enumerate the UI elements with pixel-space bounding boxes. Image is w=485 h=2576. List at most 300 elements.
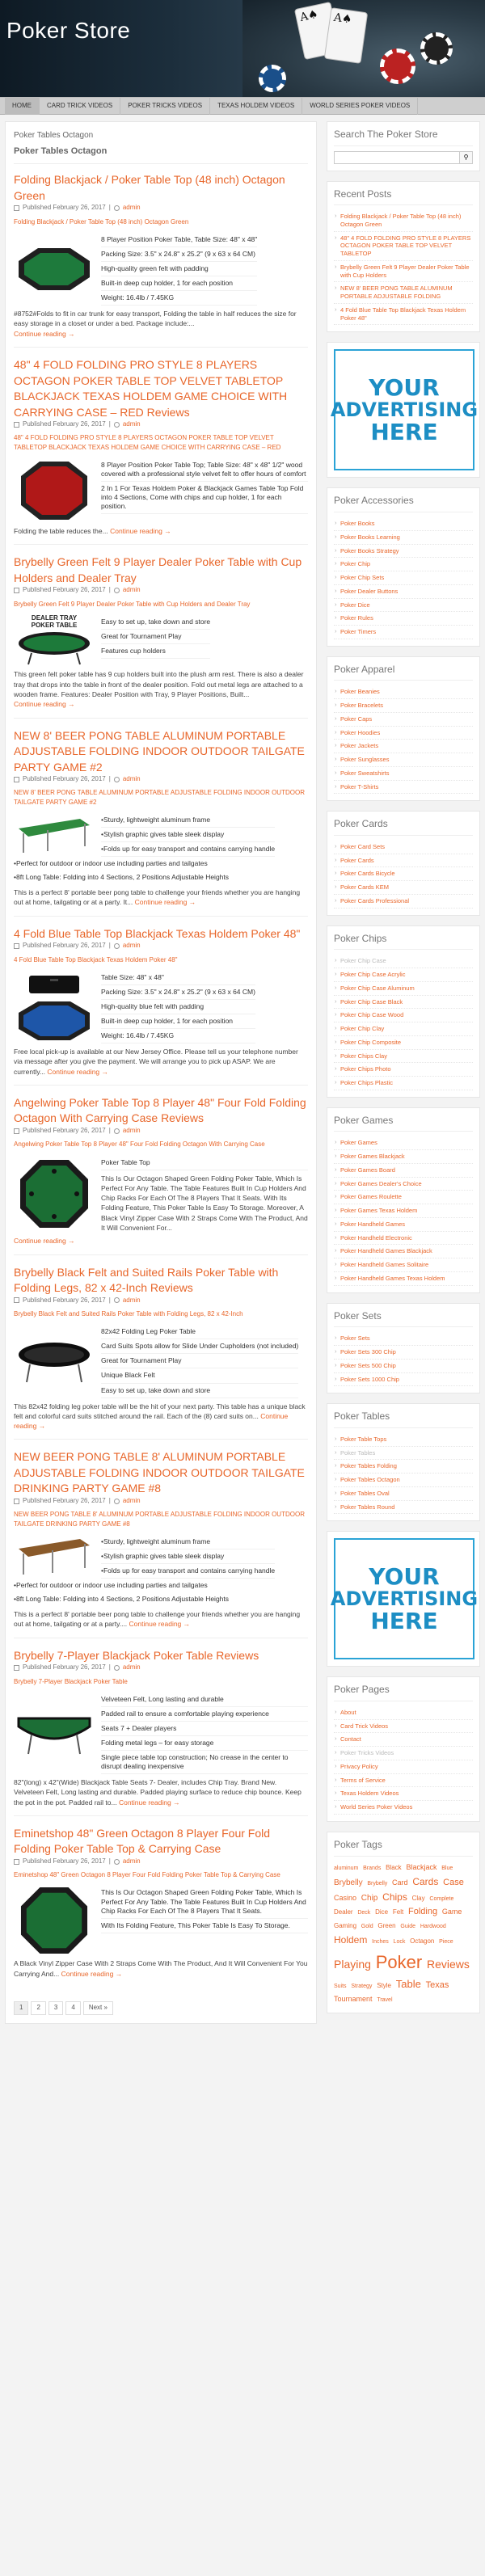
category-widget — [327, 656, 480, 802]
product-link[interactable]: NEW 8' BEER PONG TABLE ALUMINUM PORTABLE ADJUSTABLE FOLDING INDOOR OUTDOOR TAILGATE PARTY GAME #2 — [14, 789, 305, 806]
tag-link[interactable]: Clay — [411, 1895, 425, 1903]
category-link[interactable]: Poker Chip Case Black — [340, 997, 403, 1006]
feature-item: •Stylish graphic gives table sleek display — [101, 1549, 275, 1564]
product-image[interactable] — [14, 1693, 95, 1774]
recent-post-link[interactable]: NEW 8' BEER PONG TABLE ALUMINUM PORTABLE ADJUSTABLE FOLDING — [340, 285, 453, 301]
product-image[interactable] — [14, 458, 95, 523]
post-author-link[interactable]: admin — [122, 1857, 141, 1865]
continue-reading-link[interactable]: Continue reading → — [110, 526, 171, 535]
widget-title: Poker Chips — [334, 933, 473, 951]
feature-item: Folding metal legs – for easy storage — [101, 1736, 308, 1751]
category-link[interactable]: Poker Cards — [340, 856, 374, 864]
category-link[interactable]: Poker Chip — [340, 560, 371, 568]
category-link[interactable]: Poker Chips Plastic — [340, 1079, 394, 1087]
post-excerpt: This 82x42 folding leg poker table will be the hit of your next party. This table has a unique black felt and colorful card suits stitched around the rail. Each of the (8) card suits on... — [14, 1402, 306, 1420]
post-title-link[interactable]: NEW BEER PONG TABLE 8' ALUMINUM PORTABLE ADJUSTABLE FOLDING INDOOR OUTDOOR TAILGATE DRINKING PARTY GAME #8 — [14, 1450, 305, 1495]
user-icon — [114, 1297, 120, 1303]
tag-link[interactable]: Deck — [357, 1910, 371, 1916]
post-author-link[interactable]: admin — [122, 586, 141, 594]
page-nav-link[interactable]: Poker Tricks Videos — [340, 1749, 394, 1757]
calendar-icon — [14, 422, 19, 428]
post-author-link[interactable]: admin — [122, 204, 141, 212]
post: Eminetshop 48" Green Octagon 8 Player Four Fold Folding Poker Table Top & Carrying Case Published February 26, 2017 | admin Eminetshop 48" Green Octagon 8 Player Four Fold Folding Poker Table Top & Carrying Case This Is Our Octagon Shaped Green Folding Poker Table, Which Is Perfect For Any Table. The Table Features Built In Cup Holders And Chip Racks For Each Of The 8 Players That It Seats. With Its Folding Feature, This Poker Table Is Easy To Storage. A Black Vinyl Zipper Case With 2 Straps Come With The Product, And It Will Convenient For You Carrying And... Continue reading → — [14, 1826, 308, 1978]
category-link[interactable]: Poker Games Blackjack — [340, 1153, 405, 1161]
recent-post-link[interactable]: 4 Fold Blue Table Top Blackjack Texas Holdem Poker 48" — [340, 306, 466, 322]
widget-title: Poker Games — [334, 1115, 473, 1132]
feature-item: Table Size: 48" x 48" — [101, 971, 255, 985]
tag-link[interactable]: Texas — [425, 1980, 449, 1991]
feature-item: •Folds up for easy transport and contains carrying handle — [101, 1564, 275, 1579]
post-date: Published February 26, 2017 — [23, 1296, 106, 1304]
tag-link[interactable]: Game — [441, 1908, 462, 1916]
tag-link[interactable]: Brybelly — [334, 1878, 363, 1887]
feature-item: Built-in deep cup holder, 1 for each position — [101, 276, 257, 291]
tag-link[interactable]: Dice — [375, 1908, 389, 1916]
calendar-icon — [14, 777, 19, 782]
page-nav-link[interactable]: Texas Holdem Videos — [340, 1790, 399, 1798]
feature-item: Card Suits Spots allow for Slide Under Cupholders (not included) — [101, 1339, 298, 1354]
category-link[interactable]: Poker Cards Professional — [340, 896, 410, 904]
category-link[interactable]: Poker Chips Photo — [340, 1065, 391, 1073]
feature-item: Built-in deep cup holder, 1 for each position — [101, 1014, 255, 1029]
category-link[interactable]: Poker Chip Composite — [340, 1038, 402, 1046]
category-widget — [327, 1403, 480, 1521]
category-link[interactable]: Poker Cards KEM — [340, 883, 390, 892]
category-link[interactable]: Poker Games — [340, 1139, 377, 1147]
category-link[interactable]: Poker Chip Case Wood — [340, 1011, 404, 1019]
category-link[interactable]: Poker Sets 500 Chip — [340, 1361, 396, 1369]
category-link[interactable]: Poker Dealer Buttons — [340, 587, 399, 595]
product-link[interactable]: Brybelly Black Felt and Suited Rails Poker Table with Folding Legs, 82 x 42-Inch — [14, 1310, 243, 1318]
site-title[interactable]: Poker Store — [6, 18, 131, 43]
page-nav-link[interactable]: Terms of Service — [340, 1776, 386, 1784]
post-author-link[interactable]: admin — [122, 942, 141, 950]
calendar-icon — [14, 1128, 19, 1134]
post: Brybelly Green Felt 9 Player Dealer Poker Table with Cup Holders and Dealer Tray Published February 26, 2017 | admin Brybelly Green Felt 9 Player Dealer Poker Table with Cup Holders and Dealer Tray DEALER TRAY POKER TABLE Easy to set up, take down and store Great for Tournament Play Features cup holders This green felt poker table has 9 cup holders built into the plush arm rest. There is also a dealer tray that drops into the table in front of the dealer position. Fold out metal legs are attached to a wooden frame. Features: Dealer Position with Tray, 9 Player Positions, Built... Continue reading → — [14, 554, 308, 718]
post: Angelwing Poker Table Top 8 Player 48" Four Fold Folding Octagon With Carrying Case Reviews Published February 26, 2017 | admin Angelwing Poker Table Top 8 Player 48" Four Fold Folding Octagon With Carrying Case Poker Table Top This Is Our Octagon Shaped Green Folding Poker Table, Which Is Perfect For Any Table. The Table Features Built In Cup Holders And Chip Racks For Each Of The 8 Players That It Seats. With Its Folding Feature, This Poker Table Is Easy To Storage. Moreover, A Black Vinyl Zipper Case With 2 Straps Come With The Product, And It Will Convenient For... Continue reading → — [14, 1095, 308, 1255]
post-excerpt: This is a perfect 8' portable beer pong table to challenge your friends whether you are hanging out at home, tailgating or at a party.... — [14, 1609, 301, 1629]
product-link[interactable]: Brybelly 7-Player Blackjack Poker Table — [14, 1677, 128, 1685]
category-link[interactable]: Poker Dice — [340, 601, 370, 609]
page-nav-link[interactable]: Contact — [340, 1735, 361, 1743]
tag-link[interactable]: Felt — [392, 1908, 404, 1916]
category-link[interactable]: Poker Caps — [340, 715, 373, 723]
product-image[interactable] — [14, 233, 95, 306]
feature-item: With Its Folding Feature, This Poker Table Is Easy To Storage. — [101, 1919, 308, 1933]
post-author-link[interactable]: admin — [122, 775, 141, 783]
search-button[interactable] — [460, 151, 473, 164]
post-title-link[interactable]: Folding Blackjack / Poker Table Top (48 inch) Octagon Green — [14, 173, 285, 202]
post-title-link[interactable]: Eminetshop 48" Green Octagon 8 Player Four Fold Folding Poker Table Top & Carrying Case — [14, 1826, 271, 1856]
widget-title: Recent Posts — [334, 188, 473, 206]
tag-link[interactable]: Style — [377, 1982, 391, 1990]
category-link[interactable]: Poker Jackets — [340, 742, 379, 750]
category-link[interactable]: Poker Bracelets — [340, 702, 383, 710]
feature-item: High-quality blue felt with padding — [101, 1000, 255, 1014]
tag-link[interactable]: Dealer — [334, 1908, 353, 1916]
category-link[interactable]: Poker Sets — [340, 1334, 370, 1343]
page-nav-link[interactable]: World Series Poker Videos — [340, 1803, 413, 1811]
post-excerpt: #8752#Folds to fit in car trunk for easy transport, Folding the table in half reduces the size for easy storage in a closet or under a bed. Package include:... — [14, 310, 297, 328]
category-link[interactable]: Poker Tables — [340, 1448, 376, 1457]
tag-link[interactable]: Brands — [363, 1865, 382, 1871]
ad-widget — [327, 342, 480, 478]
feature-item: Weight: 16.4lb / 7.45KG — [101, 291, 257, 306]
tag-link[interactable]: Cards — [412, 1875, 439, 1887]
calendar-icon — [14, 1665, 19, 1671]
search-icon: ⚲ — [463, 154, 469, 162]
tag-cloud-widget — [327, 1832, 480, 2013]
feature-item: •Perfect for outdoor or indoor use including parties and tailgates — [14, 1580, 208, 1589]
thumb-caption: DEALER TRAY POKER TABLE — [31, 613, 78, 629]
product-image[interactable] — [14, 615, 95, 667]
breadcrumb-link[interactable]: Poker Tables Octagon — [14, 131, 94, 140]
feature-item: Features cup holders — [101, 644, 210, 659]
category-widget — [327, 487, 480, 646]
feature-item: Velveteen Felt, Long lasting and durable — [101, 1693, 308, 1707]
post: 48" 4 FOLD FOLDING PRO STYLE 8 PLAYERS OCTAGON POKER TABLE TOP VELVET TABLETOP BLACKJACK TEXAS HOLDEM GAME CHOICE WITH CARRYING CASE – RED Reviews Published February 26, 2017 | admin 48" 4 FOLD FOLDING PRO STYLE 8 PLAYERS OCTAGON POKER TABLE TOP VELVET TABLETOP BLACKJACK TEXAS HOLDEM GAME CHOICE WITH CARRYING CASE – RED 8 Player Position Poker Table Top; Table Size: 48" x 48" 1/2" wood covered with a professional style velvet felt to offer hours of comfort 2 In 1 For Texas Holdem Poker & Blackjack Games Table Top Fold into 4 Sections, Come with chips and cup holder, 1 for each position. Folding the table reduces the... Continue reading → — [14, 357, 308, 545]
post-title-link[interactable]: Angelwing Poker Table Top 8 Player 48" Four Fold Folding Octagon With Carrying Case Reviews — [14, 1095, 306, 1125]
nav-poker-tricks-videos[interactable]: POKER TRICKS VIDEOS — [120, 97, 210, 115]
calendar-icon — [14, 205, 19, 211]
category-link[interactable]: Poker Handheld Games — [340, 1220, 406, 1228]
product-link[interactable]: Folding Blackjack / Poker Table Top (48 inch) Octagon Green — [14, 217, 189, 226]
post-excerpt: This is a perfect 8' portable beer pong table to challenge your friends whether you are hanging out at home, tailgating or at a party. It... — [14, 888, 301, 907]
product-image[interactable] — [14, 813, 95, 857]
search-input[interactable] — [334, 151, 460, 164]
category-link[interactable]: Poker Handheld Electronic — [340, 1233, 412, 1242]
feature-item: Padded rail to ensure a comfortable playing experience — [101, 1707, 308, 1722]
tag-link[interactable]: Suits — [334, 1984, 347, 1990]
tag-link[interactable]: Octagon — [410, 1937, 435, 1945]
ad-text: YOUR — [369, 1563, 440, 1591]
widget-title: Poker Tables — [334, 1410, 473, 1428]
feature-list — [101, 233, 257, 306]
feature-item: •8ft Long Table: Folding into 4 Sections, 2 Positions Adjustable Heights — [14, 1594, 230, 1603]
post-excerpt: Folding the table reduces the... — [14, 526, 108, 535]
feature-item: Packing Size: 3.5" x 24.8" x 25.2" (9 x 63 x 64 CM) — [101, 247, 257, 262]
category-link[interactable]: Poker Handheld Games Texas Holdem — [340, 1274, 445, 1282]
category-link[interactable]: Poker Handheld Games Solitaire — [340, 1261, 429, 1269]
category-link[interactable]: Poker Hoodies — [340, 728, 381, 736]
user-icon — [114, 205, 120, 211]
post-excerpt: 82"(long) x 42"(Wide) Blackjack Table Seats 7- Dealer, includes Chip Tray. Brand New. Velveteen Felt, Long lasting and durable. Padded playing surface to reduce chip bounce. Keep the pot in the pot. Padded rail to... — [14, 1777, 302, 1807]
category-link[interactable]: Poker Tables Folding — [340, 1462, 397, 1470]
tag-link[interactable]: Brybelly — [367, 1880, 388, 1887]
feature-item: 82x42 Folding Leg Poker Table — [101, 1325, 298, 1339]
tag-link[interactable]: Chips — [382, 1891, 407, 1904]
product-image[interactable] — [14, 971, 95, 1043]
tag-link[interactable]: aluminum — [334, 1865, 359, 1871]
category-link[interactable]: Poker Timers — [340, 628, 377, 636]
tag-link[interactable]: Blackjack — [406, 1862, 437, 1871]
post: 4 Fold Blue Table Top Blackjack Texas Holdem Poker 48" Published February 26, 2017 | admin 4 Fold Blue Table Top Blackjack Texas Holdem Poker 48" Table Size: 48" x 48" Packing Size: 3.5" x 24.8" x 25.2" (9 x 63 x 64 CM) High-quality blue felt with padding Built-in deep cup holder, 1 for each position Weight: 16.4lb / 7.45KG Free local pick-up is available at our New Jersey Office. Please tell us your telephone number via message after you give the payment. We will arrange you to pick up ASAP. We are currently... Continue reading → — [14, 926, 308, 1086]
post-date: Published February 26, 2017 — [23, 586, 106, 594]
feature-item: 8 Player Position Poker Table, Table Size: 48" x 48" — [101, 233, 257, 247]
feature-item: •Sturdy, lightweight aluminum frame — [101, 813, 275, 828]
breadcrumb — [14, 130, 308, 141]
widget-title: Poker Accessories — [334, 495, 473, 512]
playing-card-image: A♠ — [294, 2, 341, 60]
tag-link[interactable]: Card — [392, 1878, 408, 1887]
post-excerpt: A Black Vinyl Zipper Case With 2 Straps Come With The Product, And It Will Convenient For You Carrying And... — [14, 1959, 308, 1978]
post-title-link[interactable]: Brybelly 7-Player Blackjack Poker Table Reviews — [14, 1648, 259, 1662]
calendar-icon — [14, 1297, 19, 1303]
category-link[interactable]: Poker Chip Case Aluminum — [340, 984, 415, 992]
feature-item: •8ft Long Table: Folding into 4 Sections, 2 Positions Adjustable Heights — [14, 873, 230, 881]
tag-link[interactable]: Case — [443, 1877, 464, 1887]
post-date: Published February 26, 2017 — [23, 204, 106, 212]
playing-card-image: A♠ — [324, 7, 368, 64]
recent-posts-widget — [327, 181, 480, 333]
post-date: Published February 26, 2017 — [23, 1663, 106, 1672]
post-date: Published February 26, 2017 — [23, 1857, 106, 1865]
continue-reading-link[interactable]: Continue reading → — [61, 1969, 123, 1978]
category-link[interactable]: Poker Card Sets — [340, 842, 386, 850]
feature-item: Great for Tournament Play — [101, 630, 210, 644]
post: NEW 8' BEER PONG TABLE ALUMINUM PORTABLE ADJUSTABLE FOLDING INDOOR OUTDOOR TAILGATE PARTY GAME #2 Published February 26, 2017 | admin NEW 8' BEER PONG TABLE ALUMINUM PORTABLE ADJUSTABLE FOLDING INDOOR OUTDOOR TAILGATE PARTY GAME #2 •Sturdy, lightweight aluminum frame •Stylish graphic gives table sleek display •Folds up for easy transport and contains carrying handle •Perfect for outdoor or indoor use including parties and tailgates •8ft Long Table: Folding into 4 Sections, 2 Positions Adjustable Heights This is a perfect 8' portable beer pong table to challenge your friends whether you are hanging out at home, tailgating or at a party. It... Continue reading → — [14, 728, 308, 917]
category-link[interactable]: Poker Books Strategy — [340, 546, 399, 554]
search-widget — [327, 121, 480, 171]
category-link[interactable]: Poker Chip Case — [340, 957, 386, 965]
poker-chip-image — [259, 65, 286, 92]
feature-item: 2 In 1 For Texas Holdem Poker & Blackjack Games Table Top Fold into 4 Sections, Come with chips and cup holder, 1 for each position. — [101, 482, 308, 514]
calendar-icon — [14, 1499, 19, 1504]
category-link[interactable]: Poker Handheld Games Blackjack — [340, 1247, 432, 1255]
category-link[interactable]: Poker Sweatshirts — [340, 769, 390, 777]
next-page-link[interactable]: Next » — [83, 2001, 113, 2014]
category-link[interactable]: Poker Sets 300 Chip — [340, 1348, 396, 1355]
product-image[interactable] — [14, 1325, 95, 1398]
category-link[interactable]: Poker Chip Case Acrylic — [340, 971, 406, 979]
widget-title: Poker Pages — [334, 1684, 473, 1701]
post-author-link[interactable]: admin — [122, 1496, 141, 1504]
product-image[interactable] — [14, 1535, 95, 1579]
tag-link[interactable]: Guide — [400, 1923, 416, 1929]
product-link[interactable]: Brybelly Green Felt 9 Player Dealer Poker Table with Cup Holders and Dealer Tray — [14, 600, 251, 608]
site-header — [0, 0, 485, 97]
continue-reading-link[interactable]: Continue reading → — [14, 1411, 289, 1431]
page-nav-link[interactable]: Privacy Policy — [340, 1762, 378, 1770]
category-link[interactable]: Poker Tables Octagon — [340, 1476, 400, 1484]
page-link[interactable]: 2 — [31, 2001, 45, 2014]
feature-item: Great for Tournament Play — [101, 1354, 298, 1368]
tag-link[interactable]: Holdem — [334, 1933, 368, 1946]
tag-link[interactable]: Strategy — [351, 1984, 373, 1990]
feature-item: Easy to set up, take down and store — [101, 1384, 298, 1398]
user-icon — [114, 777, 120, 782]
post-title-link[interactable]: Brybelly Green Felt 9 Player Dealer Poker Table with Cup Holders and Dealer Tray — [14, 555, 302, 584]
sidebar — [327, 121, 480, 2024]
feature-item: High-quality green felt with padding — [101, 262, 257, 276]
tag-link[interactable]: Folding — [408, 1907, 438, 1917]
widget-title: Poker Tags — [334, 1839, 473, 1857]
category-link[interactable]: Poker Games Board — [340, 1166, 395, 1174]
tag-link[interactable]: Piece — [439, 1938, 453, 1945]
post-date: Published February 26, 2017 — [23, 942, 106, 950]
category-link[interactable]: Poker Games Texas Holdem — [340, 1207, 418, 1215]
calendar-icon — [14, 943, 19, 949]
product-image[interactable] — [14, 1156, 95, 1233]
post-title-link[interactable]: Brybelly Black Felt and Suited Rails Poker Table with Folding Legs, 82 x 42-Inch Reviews — [14, 1265, 279, 1295]
post-title-link[interactable]: 48" 4 FOLD FOLDING PRO STYLE 8 PLAYERS OCTAGON POKER TABLE TOP VELVET TABLETOP BLACKJACK TEXAS HOLDEM GAME CHOICE WITH CARRYING CASE – RED Reviews — [14, 358, 288, 419]
post-meta: Published February 26, 2017 | admin — [14, 204, 308, 212]
tag-link[interactable]: Table — [395, 1978, 421, 1991]
post-author-link[interactable]: admin — [122, 1663, 141, 1672]
recent-post-link[interactable]: Folding Blackjack / Poker Table Top (48 inch) Octagon Green — [340, 213, 462, 228]
tag-cloud — [334, 1861, 473, 2007]
feature-item: •Perfect for outdoor or indoor use including parties and tailgates — [14, 858, 208, 867]
category-link[interactable]: Poker Sunglasses — [340, 756, 390, 764]
tag-link[interactable]: Playing — [334, 1958, 371, 1971]
page-nav-link[interactable]: Card Trick Videos — [340, 1722, 389, 1730]
product-image[interactable] — [14, 1886, 95, 1955]
feature-item: Seats 7 + Dealer players — [101, 1722, 308, 1736]
feature-item: This Is Our Octagon Shaped Green Folding Poker Table, Which Is Perfect For Any Table. The Table Features Built In Cup Holders And Chip Racks For Each Of The 8 Players That It Seats. — [101, 1886, 308, 1918]
page-link[interactable]: 4 — [65, 2001, 80, 2014]
feature-item: Poker Table Top — [101, 1156, 308, 1170]
tag-link[interactable]: Travel — [377, 1997, 393, 2004]
advertising-banner[interactable] — [330, 349, 479, 470]
category-link[interactable]: Poker T-Shirts — [340, 782, 379, 791]
category-link[interactable]: Poker Sets 1000 Chip — [340, 1375, 399, 1383]
category-link[interactable]: Poker Chips Clay — [340, 1052, 387, 1060]
continue-reading-link[interactable]: Continue reading → — [14, 1237, 75, 1246]
nav-texas-holdem-videos[interactable]: TEXAS HOLDEM VIDEOS — [210, 97, 302, 115]
user-icon — [114, 1665, 120, 1671]
tag-link[interactable]: Reviews — [426, 1958, 470, 1971]
product-link[interactable]: NEW BEER PONG TABLE 8' ALUMINUM PORTABLE ADJUSTABLE FOLDING INDOOR OUTDOOR TAILGATE DRINKING PARTY GAME #8 — [14, 1511, 305, 1528]
category-link[interactable]: Poker Beanies — [340, 688, 380, 696]
tag-link[interactable]: Tournament — [334, 1995, 373, 2004]
post-date: Published February 26, 2017 — [23, 775, 106, 783]
continue-reading-link[interactable]: Continue reading → — [118, 1798, 180, 1807]
ad-widget — [327, 1531, 480, 1667]
tag-link[interactable]: Green — [377, 1921, 396, 1929]
category-widget — [327, 811, 480, 915]
nav-home[interactable]: HOME — [5, 97, 40, 115]
calendar-icon — [14, 1859, 19, 1865]
post-title-link[interactable]: NEW 8' BEER PONG TABLE ALUMINUM PORTABLE ADJUSTABLE FOLDING INDOOR OUTDOOR TAILGATE PARTY GAME #2 — [14, 728, 305, 774]
recent-post-link[interactable]: 48" 4 FOLD FOLDING PRO STYLE 8 PLAYERS OCTAGON POKER TABLE TOP VELVET TABLETOP — [340, 234, 471, 258]
post — [14, 172, 308, 348]
ad-text: HERE — [370, 419, 438, 446]
main-nav — [0, 97, 485, 115]
page-link[interactable]: 3 — [48, 2001, 63, 2014]
feature-item: Weight: 16.4lb / 7.45KG — [101, 1029, 255, 1043]
product-link[interactable]: 4 Fold Blue Table Top Blackjack Texas Holdem Poker 48" — [14, 955, 178, 963]
nav-card-trick-videos[interactable]: CARD TRICK VIDEOS — [40, 97, 120, 115]
poker-chip-image — [380, 48, 415, 84]
category-widget — [327, 925, 480, 1098]
ad-text: HERE — [370, 1607, 438, 1634]
post-author-link[interactable]: admin — [122, 1296, 141, 1304]
category-link[interactable]: Poker Games Dealer's Choice — [340, 1179, 422, 1187]
tag-link[interactable]: Inches — [372, 1938, 389, 1945]
ad-text: YOUR — [369, 374, 440, 402]
feature-item: Easy to set up, take down and store — [101, 615, 210, 630]
user-icon — [114, 588, 120, 593]
post-date: Published February 26, 2017 — [23, 1496, 106, 1504]
pagination — [14, 1996, 308, 2022]
user-icon — [114, 1859, 120, 1865]
tag-link[interactable]: Casino — [334, 1894, 357, 1903]
product-link[interactable]: Angelwing Poker Table Top 8 Player 48" Four Fold Folding Octagon With Carrying Case — [14, 1140, 265, 1149]
page-current: 1 — [14, 2001, 28, 2014]
recent-post-link[interactable]: Brybelly Green Felt 9 Player Dealer Poker Table with Cup Holders — [340, 263, 470, 279]
post: Brybelly Black Felt and Suited Rails Poker Table with Folding Legs, 82 x 42-Inch Reviews Published February 26, 2017 | admin Brybelly Black Felt and Suited Rails Poker Table with Folding Legs, 82 x 42-Inch 82x42 Folding Leg Poker Table Card Suits Spots allow for Slide Under Cupholders (not included) Great for Tournament Play Unique Black Felt Easy to set up, take down and store This 82x42 folding leg poker table will be the hit of your next party. This table has a unique black felt and colorful card suits stitched around the rail. Each of the (8) card suits on... Continue reading → — [14, 1265, 308, 1440]
ad-text: ADVERTISING — [330, 398, 479, 421]
post-date: Published February 26, 2017 — [23, 420, 106, 428]
category-link[interactable]: Poker Chip Clay — [340, 1025, 385, 1033]
tag-link[interactable]: Lock — [393, 1938, 406, 1945]
advertising-banner[interactable] — [330, 1538, 479, 1659]
category-link[interactable]: Poker Table Tops — [340, 1435, 387, 1443]
post-excerpt: This Is Our Octagon Shaped Green Folding Poker Table, Which Is Perfect For Any Table. The Table Features Built In Cup Holders And Chip Racks For Each Of The 8 Players That It Seats. With Its Folding Feature, This Poker Table Is Easy To Storage. Moreover, A Black Vinyl Zipper Case With 2 Straps Come With The Product, And It Will Convenient For... — [101, 1174, 308, 1233]
widget-title: Poker Sets — [334, 1310, 473, 1328]
post-title-link[interactable]: 4 Fold Blue Table Top Blackjack Texas Holdem Poker 48" — [14, 926, 301, 940]
tag-link[interactable]: Blue — [441, 1865, 453, 1871]
page-title: Poker Tables Octagon — [14, 145, 308, 164]
widget-title: Search The Poker Store — [334, 129, 473, 146]
continue-reading-link[interactable]: Continue reading → — [14, 700, 75, 709]
user-icon — [114, 1499, 120, 1504]
tag-link[interactable]: Black — [386, 1863, 402, 1871]
ad-text: ADVERTISING — [330, 1587, 479, 1610]
post-author-link[interactable]: admin — [122, 420, 141, 428]
category-link[interactable]: Poker Tables Oval — [340, 1489, 390, 1497]
category-link[interactable]: Poker Cards Bicycle — [340, 870, 395, 878]
category-link[interactable]: Poker Rules — [340, 614, 373, 622]
feature-item: •Sturdy, lightweight aluminum frame — [101, 1535, 275, 1549]
category-link[interactable]: Poker Chip Sets — [340, 574, 385, 582]
tag-link[interactable]: Gaming — [334, 1921, 357, 1929]
feature-item: Single piece table top construction; No crease in the center to disrupt dealing inexpensive — [101, 1751, 308, 1774]
nav-world-series-poker-videos[interactable]: WORLD SERIES POKER VIDEOS — [302, 97, 418, 115]
category-link[interactable]: Poker Tables Round — [340, 1503, 395, 1511]
widget-title: Poker Cards — [334, 818, 473, 836]
post-date: Published February 26, 2017 — [23, 1126, 106, 1134]
tag-link[interactable]: Chip — [361, 1894, 378, 1904]
tag-link[interactable]: Complete — [429, 1896, 454, 1903]
category-link[interactable]: Poker Books Learning — [340, 533, 400, 541]
poker-chip-image — [420, 32, 453, 65]
category-link[interactable]: Poker Games Roulette — [340, 1193, 402, 1201]
post-author-link[interactable]: admin — [122, 1126, 141, 1134]
feature-item: 8 Player Position Poker Table Top; Table Size: 48" x 48" 1/2" wood covered with a professional style velvet felt to offer hours of comfort — [101, 458, 308, 482]
tag-link[interactable]: Hardwood — [420, 1923, 446, 1929]
post: NEW BEER PONG TABLE 8' ALUMINUM PORTABLE ADJUSTABLE FOLDING INDOOR OUTDOOR TAILGATE DRINKING PARTY GAME #8 Published February 26, 2017 | admin NEW BEER PONG TABLE 8' ALUMINUM PORTABLE ADJUSTABLE FOLDING INDOOR OUTDOOR TAILGATE DRINKING PARTY GAME #8 •Sturdy, lightweight aluminum frame •Stylish graphic gives table sleek display •Folds up for easy transport and contains carrying handle •Perfect for outdoor or indoor use including parties and tailgates •8ft Long Table: Folding into 4 Sections, 2 Positions Adjustable Heights This is a perfect 8' portable beer pong table to challenge your friends whether you are hanging out at home, tailgating or at a party.... Continue reading → — [14, 1449, 308, 1638]
feature-item: Packing Size: 3.5" x 24.8" x 25.2" (9 x 63 x 64 CM) — [101, 985, 255, 1000]
continue-reading-link[interactable]: Continue reading → — [129, 1620, 191, 1629]
pages-widget — [327, 1676, 480, 1822]
category-link[interactable]: Poker Books — [340, 520, 375, 528]
post-excerpt: This green felt poker table has 9 cup holders built into the plush arm rest. There is also a dealer tray that drops into the table in front of the dealer position. Fold out metal legs are attached to a wooden frame. Features: Dealer Position with Tray, 9 Player Positions, Built... — [14, 670, 304, 698]
feature-item: •Stylish graphic gives table sleek display — [101, 828, 275, 842]
tag-link[interactable]: Poker — [375, 1952, 423, 1973]
continue-reading-link[interactable]: Continue reading → — [134, 898, 196, 907]
category-widget — [327, 1303, 480, 1394]
widget-title: Poker Apparel — [334, 664, 473, 681]
continue-reading-link[interactable]: Continue reading → — [14, 329, 75, 338]
tag-link[interactable]: Gold — [361, 1923, 373, 1929]
product-link[interactable]: 48" 4 FOLD FOLDING PRO STYLE 8 PLAYERS OCTAGON POKER TABLE TOP VELVET TABLETOP BLACKJACK TEXAS HOLDEM GAME CHOICE WITH CARRYING CASE – RED — [14, 434, 281, 451]
continue-reading-link[interactable]: Continue reading → — [47, 1067, 109, 1076]
feature-item: •Folds up for easy transport and contains carrying handle — [101, 842, 275, 857]
calendar-icon — [14, 588, 19, 593]
product-link[interactable]: Eminetshop 48" Green Octagon 8 Player Four Fold Folding Poker Table Top & Carrying Case — [14, 1871, 280, 1879]
page-nav-link[interactable]: About — [340, 1708, 356, 1716]
